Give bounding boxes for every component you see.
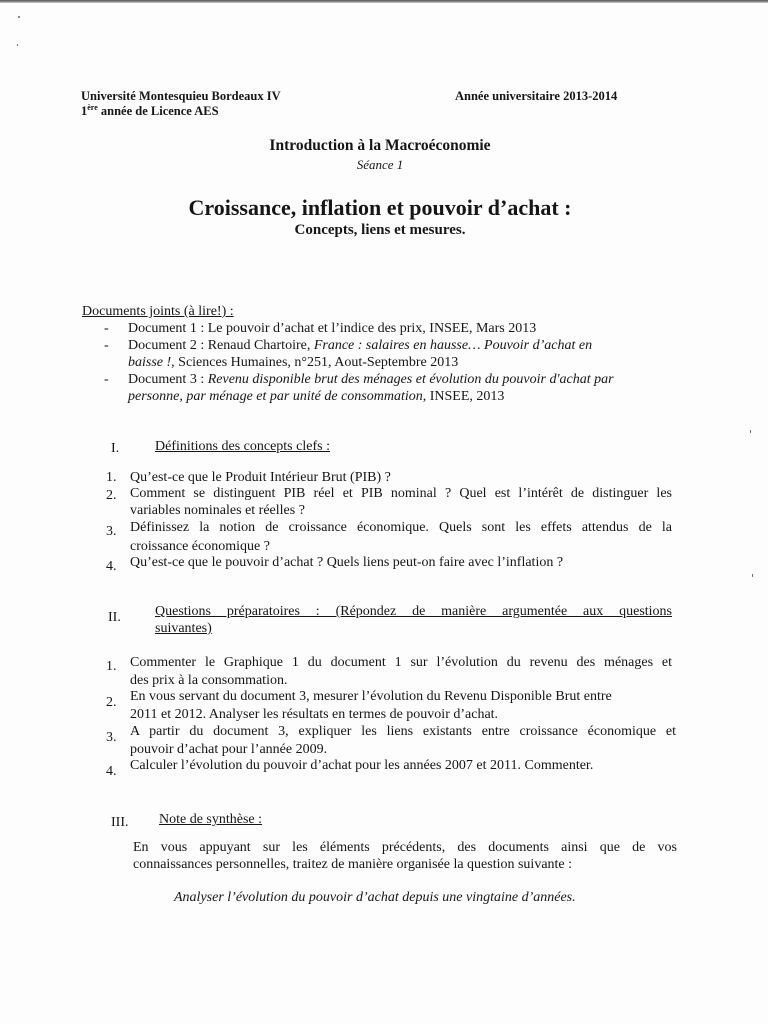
scan-speck xyxy=(18,16,20,18)
document-item-1 xyxy=(104,321,536,337)
question-text-cont: des prix à la consommation. xyxy=(130,673,288,688)
scan-speck xyxy=(17,44,18,46)
document-3-title: Revenu disponible brut des ménages et évolution du pouvoir d'achat par xyxy=(207,372,614,387)
document-2-title: France : salaires en hausse… Pouvoir d’achat en xyxy=(313,338,593,353)
course-title: Introduction à la Macroéconomie xyxy=(269,137,491,154)
document-2-line-2 xyxy=(128,355,458,371)
page-subtitle: Concepts, liens et mesures. xyxy=(294,222,466,238)
synthesis-question: Analyser l’évolution du pouvoir d’achat depuis une vingtaine d’années. xyxy=(174,890,576,905)
document-item-3 xyxy=(104,372,614,388)
section-3-title: Note de synthèse : xyxy=(159,812,263,827)
question-text-cont: pouvoir d’achat pour l’année 2009. xyxy=(130,742,328,757)
session-label: Séance 1 xyxy=(356,157,404,172)
question-line: Commenter le Graphique 1 du document 1 sur l’évolution du revenu des ménages et xyxy=(130,655,672,670)
question-number: 2. xyxy=(106,695,117,710)
section-2-title-cont: suivantes) xyxy=(155,621,212,636)
question-number: 1. xyxy=(106,659,117,674)
question-number: 4. xyxy=(106,559,117,574)
question-line: Comment se distinguent PIB réel et PIB nominal ? Quel est l’intérêt de distinguer les xyxy=(130,486,672,501)
scan-speck xyxy=(750,430,751,433)
document-3-title-end: personne, par ménage et par unité de consommation xyxy=(128,389,423,404)
question-text-cont: croissance économique ? xyxy=(130,539,270,554)
question-text: Qu’est-ce que le pouvoir d’achat ? Quels liens peut-on faire avec l’inflation ? xyxy=(130,555,564,570)
year-ordinal-sup: ère xyxy=(87,102,98,112)
question-number: 2. xyxy=(106,488,117,503)
document-2-title-end: baisse ! xyxy=(128,355,172,370)
document-3-prefix: Document 3 : xyxy=(128,372,208,387)
section-2-number: II. xyxy=(108,610,121,625)
section-1-title: Définitions des concepts clefs : xyxy=(155,439,330,454)
section-2-title xyxy=(155,604,672,620)
list-dash: - xyxy=(104,321,109,336)
synthesis-paragraph xyxy=(133,840,677,856)
question-text xyxy=(130,655,672,671)
list-dash: - xyxy=(104,372,109,387)
question-text-cont: variables nominales et réelles ? xyxy=(130,503,305,518)
question-text xyxy=(130,520,672,536)
page-title: Croissance, inflation et pouvoir d’achat : xyxy=(188,195,572,220)
scan-edge xyxy=(0,0,768,3)
question-text xyxy=(130,486,672,502)
section-3-number: III. xyxy=(111,815,129,830)
document-2-source: , Sciences Humaines, n°251, Aout-Septembre 2013 xyxy=(171,355,459,370)
question-line: A partir du document 3, expliquer les liens existants entre croissance économique et xyxy=(130,724,676,739)
question-text-cont: 2011 et 2012. Analyser les résultats en termes de pouvoir d’achat. xyxy=(130,707,499,722)
question-text: Calculer l’évolution du pouvoir d’achat pour les années 2007 et 2011. Commenter. xyxy=(130,758,594,773)
documents-heading: Documents joints (à lire!) : xyxy=(82,304,234,319)
question-number: 3. xyxy=(106,524,117,539)
question-text: En vous servant du document 3, mesurer l’évolution du Revenu Disponible Brut entre xyxy=(130,689,612,704)
section-1-number: I. xyxy=(111,441,120,456)
question-line: Définissez la notion de croissance économique. Quels sont les effets attendus de la xyxy=(130,520,672,535)
document-1-text: Document 1 : Le pouvoir d’achat et l’indice des prix, INSEE, Mars 2013 xyxy=(128,321,537,336)
scan-speck xyxy=(752,574,753,577)
year-of-study xyxy=(81,104,281,119)
university-name: Université Montesquieu Bordeaux IV xyxy=(81,89,281,103)
question-number: 1. xyxy=(106,470,117,485)
list-dash: - xyxy=(104,338,109,353)
document-item-2 xyxy=(104,338,592,354)
question-text: Qu’est-ce que le Produit Intérieur Brut (PIB) ? xyxy=(130,470,391,485)
synthesis-line: En vous appuyant sur les éléments précédents, des documents ainsi que de vos xyxy=(133,840,677,855)
question-text xyxy=(130,724,676,740)
document-3-source: , INSEE, 2013 xyxy=(422,389,505,404)
year-ordinal: 1 xyxy=(81,104,88,118)
document-3-line-2 xyxy=(128,389,504,405)
document-2-prefix: Document 2 : Renaud Chartoire, xyxy=(128,338,314,353)
institution-header xyxy=(81,89,281,119)
section-2-title-line: Questions préparatoires : (Répondez de manière argumentée aux questions xyxy=(155,604,672,619)
year-label: année de Licence AES xyxy=(97,104,219,118)
synthesis-line-2: connaissances personnelles, traitez de manière organisée la question suivante : xyxy=(133,857,573,872)
academic-year: Année universitaire 2013-2014 xyxy=(455,89,618,103)
question-number: 4. xyxy=(106,764,117,779)
question-number: 3. xyxy=(106,730,117,745)
